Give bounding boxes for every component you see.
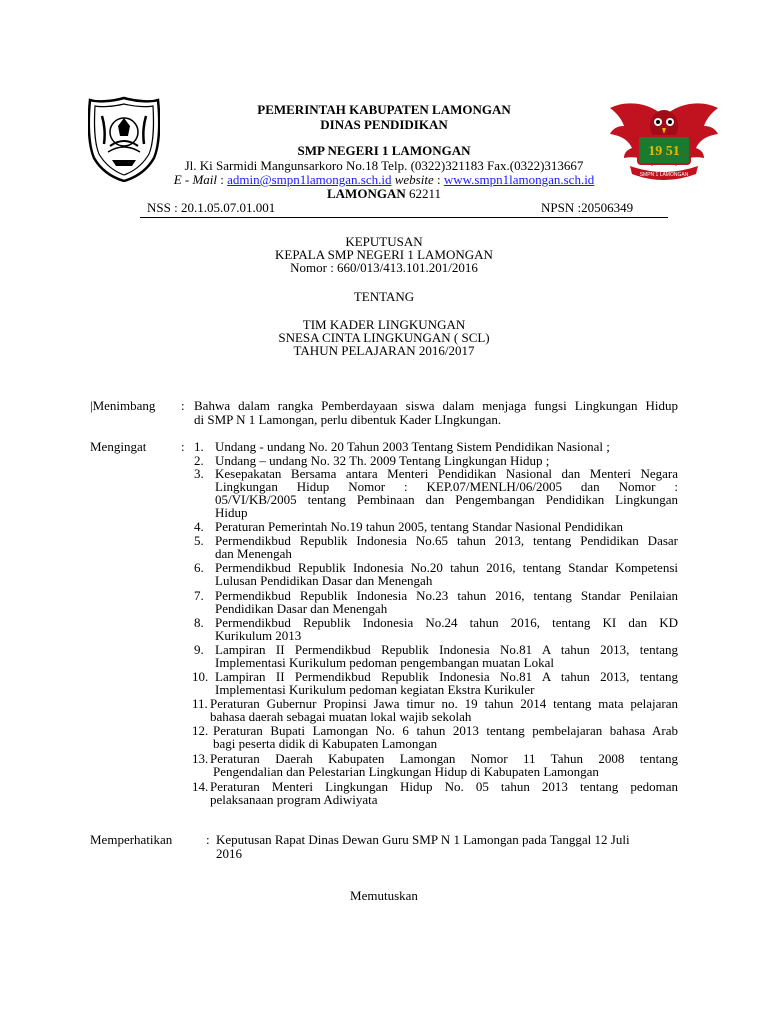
decree-issuer: KEPALA SMP NEGERI 1 LAMONGAN — [275, 247, 493, 262]
email-link[interactable]: admin@smpn1lamongan.sch.id — [227, 172, 392, 187]
memperhatikan-label: Memperhatikan — [90, 832, 173, 847]
email-label: E - Mail — [173, 172, 218, 187]
header-address: Jl. Ki Sarmidi Mangunsarkoro No.18 Telp. (0322)321183 Fax.(0322)313667 — [184, 158, 584, 173]
memperhatikan-colon: : — [206, 832, 210, 847]
mengingat-item-7-line-2: Pendidikan Dasar dan Menengah — [215, 601, 388, 616]
mengingat-item-5-line-1: Permendikbud Republik Indonesia No.65 tahun 2013, tentang Pendidikan Dasar — [215, 534, 678, 548]
mengingat-item-8-number: 8. — [194, 615, 204, 630]
mengingat-item-11-number: 11. — [192, 696, 208, 711]
tentang-heading: TENTANG — [353, 289, 415, 304]
mengingat-item-4-number: 4. — [194, 519, 204, 534]
mengingat-item-3-line-4: Hidup — [215, 505, 248, 520]
nss-number: NSS : 20.1.05.07.01.001 — [147, 200, 276, 215]
mengingat-item-3-line-1: Kesepakatan Bersama antara Menteri Pendidikan Nasional dan Menteri Negara — [215, 467, 678, 481]
mengingat-item-3-number: 3. — [194, 466, 204, 481]
menimbang-colon: : — [181, 398, 185, 413]
mengingat-item-14-line-2: pelaksanaan program Adiwiyata — [210, 792, 378, 807]
memutuskan-heading: Memutuskan — [350, 888, 418, 903]
mengingat-item-6-line-1: Permendikbud Republik Indonesia No.20 tahun 2016, tentang Standar Kompetensi — [215, 561, 678, 575]
mengingat-colon: : — [181, 439, 185, 454]
mengingat-item-2-number: 2. — [194, 453, 204, 468]
mengingat-item-13-line-2: Pengendalian dan Pelestarian Lingkungan Hidup di Kabupaten Lamongan — [213, 764, 599, 779]
mengingat-item-7-line-1: Permendikbud Republik Indonesia No.23 tahun 2016, tentang Standar Penilaian — [215, 589, 678, 603]
letterhead-divider — [140, 217, 668, 218]
mengingat-item-11-line-2: bahasa daerah sebagai muatan lokal wajib sekolah — [210, 709, 472, 724]
school-logo-year-text: 19 51 — [648, 144, 680, 159]
mengingat-item-5-number: 5. — [194, 533, 204, 548]
mengingat-item-9-line-1: Lampiran II Permendikbud Republik Indonesia No.81 A tahun 2013, tentang — [215, 643, 678, 657]
mengingat-item-1-number: 1. — [194, 439, 204, 454]
mengingat-label: Mengingat — [90, 439, 147, 454]
menimbang-text-line-1: Bahwa dalam rangka Pemberdayaan siswa dalam menjaga fungsi Lingkungan Hidup — [194, 399, 678, 413]
subject-line-3: TAHUN PELAJARAN 2016/2017 — [293, 343, 475, 358]
mengingat-item-13-line-1: Peraturan Daerah Kabupaten Lamongan Nomor 11 Tahun 2008 tentang — [210, 752, 678, 766]
mengingat-item-5-line-2: dan Menengah — [215, 546, 292, 561]
header-school-name: SMP NEGERI 1 LAMONGAN — [297, 143, 471, 158]
mengingat-item-9-number: 9. — [194, 642, 204, 657]
mengingat-item-12-number: 12. — [192, 723, 209, 738]
mengingat-item-11-line-1: Peraturan Gubernur Propinsi Jawa timur no. 19 tahun 2014 tentang mata pelajaran — [210, 697, 678, 711]
decree-number: Nomor : 660/013/413.101.201/2016 — [290, 260, 478, 275]
mengingat-item-6-number: 6. — [194, 560, 204, 575]
mengingat-item-8-line-1: Permendikbud Republik Indonesia No.24 tahun 2016, tentang KI dan KD — [215, 616, 678, 630]
header-department: DINAS PENDIDIKAN — [320, 117, 448, 132]
mengingat-item-4-line-1: Peraturan Pemerintah No.19 tahun 2005, tentang Standar Nasional Pendidikan — [215, 519, 623, 534]
decree-title: KEPUTUSAN — [345, 234, 423, 249]
header-city-line — [0, 187, 768, 201]
mengingat-item-8-line-2: Kurikulum 2013 — [215, 628, 302, 643]
header-contact-line: E - Mail : admin@smpn1lamongan.sch.id website : www.smpn1lamongan.sch.id — [173, 172, 595, 187]
mengingat-item-2-line-1: Undang – undang No. 32 Th. 2009 Tentang Lingkungan Hidup ; — [215, 453, 550, 468]
mengingat-item-12-line-1: Peraturan Bupati Lamongan No. 6 tahun 2013 tentang pembelajaran bahasa Arab — [213, 724, 678, 738]
menimbang-label: |Menimbang — [90, 398, 156, 413]
subject-line-1: TIM KADER LINGKUNGAN — [302, 317, 466, 332]
school-logo-banner-text: SMPN 1 LAMONGAN — [639, 172, 689, 178]
header-postcode: 62211 — [408, 186, 441, 201]
website-label: website — [394, 172, 434, 187]
mengingat-item-10-line-1: Lampiran II Permendikbud Republik Indonesia No.81 A tahun 2013, tentang — [215, 670, 678, 684]
header-government: PEMERINTAH KABUPATEN LAMONGAN — [257, 102, 511, 117]
memperhatikan-text-line-1: Keputusan Rapat Dinas Dewan Guru SMP N 1 Lamongan pada Tanggal 12 Juli — [216, 832, 630, 847]
mengingat-item-14-line-1: Peraturan Menteri Lingkungan Hidup No. 05 tahun 2013 tentang pedoman — [210, 780, 678, 794]
mengingat-item-12-line-2: bagi peserta didik di Kabupaten Lamongan — [213, 736, 438, 751]
npsn-number: NPSN :20506349 — [541, 200, 634, 215]
memperhatikan-text-line-2: 2016 — [216, 846, 242, 861]
menimbang-text-line-2: di SMP N 1 Lamongan, perlu dibentuk Kader LIngkungan. — [194, 412, 502, 427]
mengingat-item-6-line-2: Lulusan Pendidikan Dasar dan Menengah — [215, 573, 433, 588]
mengingat-item-1-line-1: Undang - undang No. 20 Tahun 2003 Tentang Sistem Pendidikan Nasional ; — [215, 439, 610, 454]
mengingat-item-13-number: 13. — [192, 751, 209, 766]
website-link[interactable]: www.smpn1lamongan.sch.id — [443, 172, 595, 187]
mengingat-item-10-number: 10. — [192, 669, 209, 684]
mengingat-item-10-line-2: Implementasi Kurikulum pedoman kegiatan Ekstra Kurikuler — [215, 682, 535, 697]
mengingat-item-9-line-2: Implementasi Kurikulum pedoman pengembangan muatan Lokal — [215, 655, 554, 670]
mengingat-item-3-line-3: 05/VI/KB/2005 tentang Pembinaan dan Pengembangan Pendidikan Lingkungan — [215, 493, 678, 507]
subject-line-2: SNESA CINTA LINGKUNGAN ( SCL) — [278, 330, 490, 345]
mengingat-item-14-number: 14. — [192, 779, 209, 794]
mengingat-item-3-line-2: Lingkungan Hidup Nomor : KEP.07/MENLH/06/2005 dan Nomor : — [215, 480, 678, 494]
header-city: LAMONGAN — [327, 186, 406, 201]
mengingat-item-7-number: 7. — [194, 588, 204, 603]
